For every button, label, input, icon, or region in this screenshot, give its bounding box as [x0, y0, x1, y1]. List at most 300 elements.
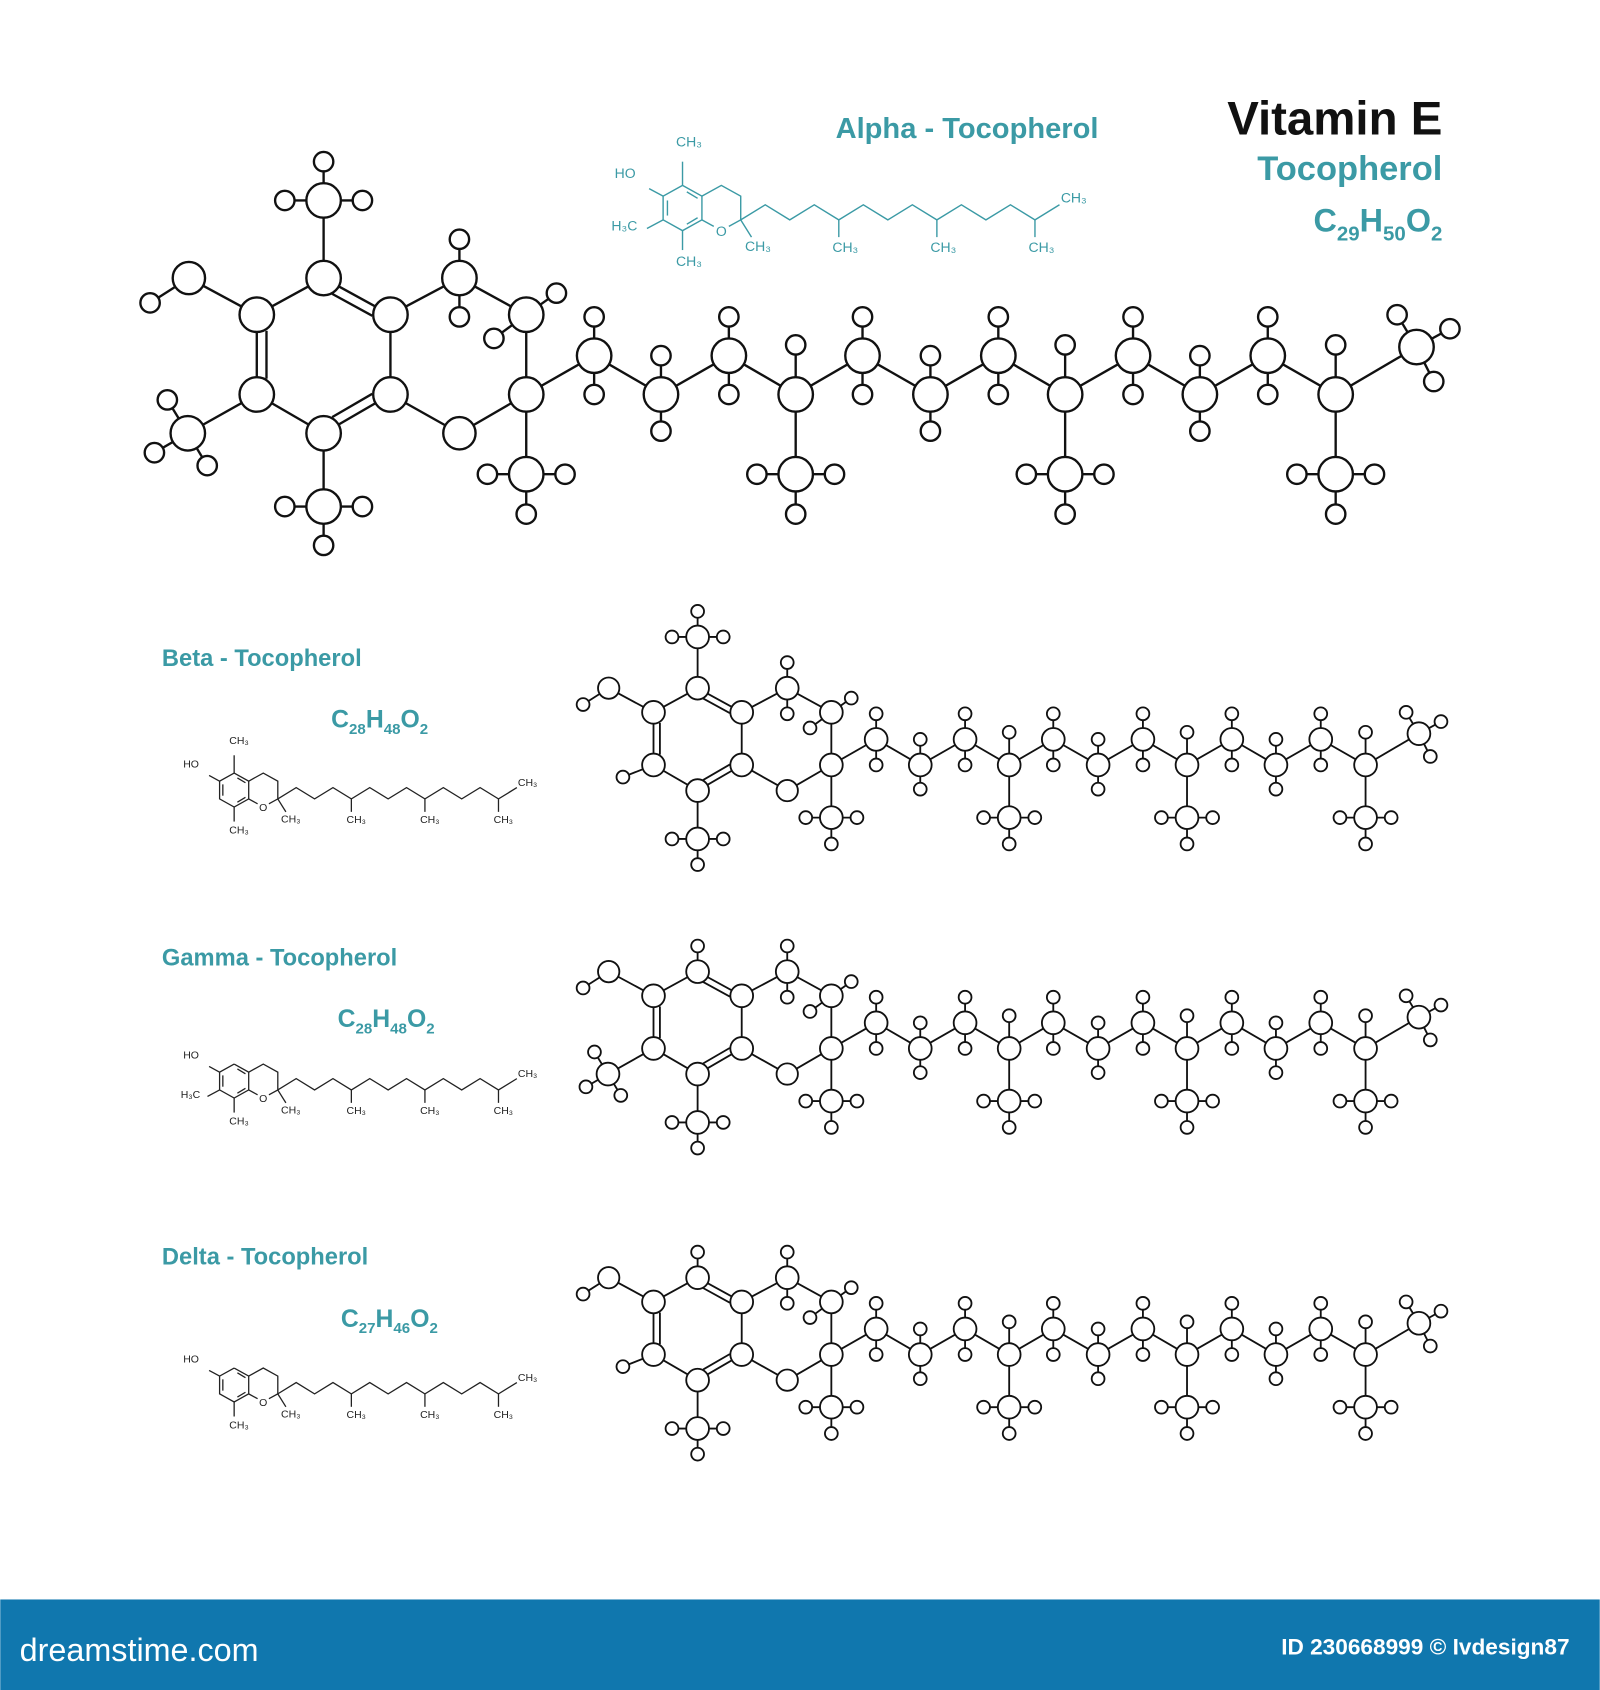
carbon-atom [642, 701, 665, 724]
hydrogen-atom [959, 1042, 972, 1055]
formula-subscript: 48 [383, 720, 401, 738]
carbon-atom [998, 1090, 1021, 1113]
subtitle: Tocopherol [1257, 149, 1443, 188]
hydrogen-atom [1181, 1121, 1194, 1134]
hydrogen-atom [691, 858, 704, 871]
atom-label: CH₃ [676, 253, 702, 270]
hydrogen-atom [1028, 811, 1041, 824]
hydrogen-atom [1181, 1009, 1194, 1022]
hydrogen-atom [314, 536, 333, 555]
hydrogen-atom [614, 1089, 627, 1102]
hydrogen-atom [1258, 307, 1277, 326]
hydrogen-atom [145, 443, 164, 462]
hydrogen-atom [1326, 335, 1345, 354]
hydrogen-atom [1137, 759, 1150, 772]
hydrogen-atom [314, 152, 333, 171]
hydrogen-atom [1225, 759, 1238, 772]
hydrogen-atom [353, 191, 372, 210]
carbon-atom [730, 984, 753, 1007]
carbon-atom [820, 1396, 843, 1419]
formula-subscript: 46 [393, 1320, 411, 1338]
oxygen-atom [777, 1369, 798, 1390]
hydrogen-atom [786, 335, 805, 354]
formula-subscript: 50 [1383, 222, 1406, 246]
oxygen-atom [777, 780, 798, 801]
carbon-atom [1220, 1011, 1243, 1034]
oxygen-atom [598, 961, 619, 982]
formula-subscript: 48 [390, 1020, 407, 1038]
hydrogen-atom [1334, 1095, 1347, 1108]
carbon-atom [730, 701, 753, 724]
formula-part: H [372, 1006, 391, 1034]
hydrogen-atom [666, 833, 679, 846]
beta-formula [331, 707, 428, 738]
hydrogen-atom [870, 991, 883, 1004]
carbon-atom [373, 297, 407, 331]
carbon-atom [1318, 457, 1352, 491]
hydrogen-atom [977, 1401, 990, 1414]
formula-subscript: 2 [426, 1020, 435, 1038]
carbon-atom [1399, 330, 1433, 364]
atom-label: CH₃ [517, 1067, 538, 1080]
formula-subscript: 27 [358, 1320, 376, 1338]
hydrogen-atom [870, 1042, 883, 1055]
hydrogen-atom [914, 1016, 927, 1029]
footer-brand[interactable]: dreamstime.com [19, 1631, 259, 1668]
formula-part: C [1313, 202, 1337, 239]
hydrogen-atom [1190, 421, 1209, 440]
atom-label: CH₃ [420, 814, 440, 827]
hydrogen-atom [666, 631, 679, 644]
hydrogen-atom [484, 329, 503, 348]
carbon-atom [1132, 1318, 1155, 1341]
hydrogen-atom [989, 307, 1008, 326]
atom-label: CH₃ [493, 1105, 514, 1118]
hydrogen-atom [1385, 1095, 1398, 1108]
hydrogen-atom [845, 975, 858, 988]
carbon-atom [1176, 1090, 1199, 1113]
hydrogen-atom [577, 698, 590, 711]
hydrogen-atom [691, 1448, 704, 1461]
carbon-atom [1265, 1037, 1288, 1060]
carbon-atom [642, 1291, 665, 1314]
hydrogen-atom [1225, 707, 1238, 720]
hydrogen-atom [851, 1095, 864, 1108]
hydrogen-atom [1387, 305, 1406, 324]
carbon-atom [913, 377, 947, 411]
hydrogen-atom [577, 982, 590, 995]
carbon-atom [865, 1318, 888, 1341]
carbon-atom [686, 779, 709, 802]
carbon-atom [820, 806, 843, 829]
atom-label: CH₃ [229, 734, 249, 747]
carbon-atom [998, 1343, 1021, 1366]
carbon-atom [776, 960, 799, 983]
carbon-atom [730, 1343, 753, 1366]
hydrogen-atom [584, 385, 603, 404]
hydrogen-atom [691, 605, 704, 618]
carbon-atom [1354, 1343, 1377, 1366]
carbon-atom [1309, 1011, 1332, 1034]
hydrogen-atom [1314, 1348, 1327, 1361]
hydrogen-atom [870, 707, 883, 720]
atom-label: H₃C [180, 1089, 201, 1102]
atom-label: CH₃ [420, 1409, 440, 1422]
hydrogen-atom [1359, 726, 1372, 739]
hydrogen-atom [851, 811, 864, 824]
hydrogen-atom [1003, 838, 1016, 851]
carbon-atom [909, 1037, 932, 1060]
hydrogen-atom [799, 1401, 812, 1414]
gamma-formula [338, 1006, 435, 1037]
hydrogen-atom [1270, 733, 1283, 746]
carbon-atom [730, 754, 753, 777]
atom-label: CH₃ [832, 239, 859, 256]
hydrogen-atom [547, 283, 566, 302]
hydrogen-atom [1047, 991, 1060, 1004]
hydrogen-atom [825, 1427, 838, 1440]
hydrogen-atom [870, 759, 883, 772]
hydrogen-atom [1365, 465, 1384, 484]
hydrogen-atom [1435, 1305, 1448, 1318]
hydrogen-atom [1334, 1401, 1347, 1414]
hydrogen-atom [959, 707, 972, 720]
carbon-atom [998, 806, 1021, 829]
hydrogen-atom [825, 465, 844, 484]
carbon-atom [820, 1343, 843, 1366]
hydrogen-atom [651, 421, 670, 440]
atom-label: HO [183, 758, 199, 771]
carbon-atom [776, 1266, 799, 1289]
hydrogen-atom [1424, 1340, 1437, 1353]
hydrogen-atom [1334, 811, 1347, 824]
hydrogen-atom [588, 1046, 601, 1059]
carbon-atom [686, 1369, 709, 1392]
carbon-atom [1048, 377, 1082, 411]
carbon-atom [373, 377, 407, 411]
hydrogen-atom [1123, 307, 1142, 326]
hydrogen-atom [275, 497, 294, 516]
carbon-atom [1183, 377, 1217, 411]
oxygen-atom [598, 1267, 619, 1288]
carbon-atom [1042, 728, 1065, 751]
carbon-atom [981, 338, 1015, 372]
carbon-atom [1408, 722, 1431, 745]
atom-label: CH₃ [346, 1105, 366, 1118]
hydrogen-atom [719, 385, 738, 404]
hydrogen-atom [1047, 1348, 1060, 1361]
carbon-atom [909, 1343, 932, 1366]
carbon-atom [1176, 1037, 1199, 1060]
carbon-atom [909, 754, 932, 777]
hydrogen-atom [1326, 504, 1345, 523]
hydrogen-atom [804, 722, 817, 735]
hydrogen-atom [691, 1142, 704, 1155]
hydrogen-atom [1047, 707, 1060, 720]
formula-subscript: 28 [349, 720, 366, 738]
hydrogen-atom [1092, 783, 1105, 796]
carbon-atom [1176, 1343, 1199, 1366]
carbon-atom [776, 677, 799, 700]
hydrogen-atom [1017, 465, 1036, 484]
carbon-atom [1354, 1396, 1377, 1419]
hydrogen-atom [1400, 706, 1413, 719]
hydrogen-atom [959, 1297, 972, 1310]
carbon-atom [712, 338, 746, 372]
delta-name: Delta - Tocopherol [161, 1244, 369, 1271]
hydrogen-atom [781, 1297, 794, 1310]
carbon-atom [778, 457, 812, 491]
carbon-atom [820, 1090, 843, 1113]
hydrogen-atom [1314, 991, 1327, 1004]
carbon-atom [686, 1111, 709, 1134]
hydrogen-atom [853, 385, 872, 404]
atom-label: H₃C [611, 217, 638, 234]
hydrogen-atom [1047, 1042, 1060, 1055]
carbon-atom [240, 297, 274, 331]
carbon-atom [1309, 1318, 1332, 1341]
hydrogen-atom [1206, 1401, 1219, 1414]
hydrogen-atom [1028, 1095, 1041, 1108]
hydrogen-atom [1206, 1095, 1219, 1108]
hydrogen-atom [1155, 1095, 1168, 1108]
gamma-name: Gamma - Tocopherol [161, 945, 398, 972]
hydrogen-atom [1003, 1427, 1016, 1440]
hydrogen-atom [1424, 1034, 1437, 1047]
carbon-atom [1354, 1037, 1377, 1060]
hydrogen-atom [1287, 465, 1306, 484]
hydrogen-atom [158, 390, 177, 409]
hydrogen-atom [845, 692, 858, 705]
carbon-atom [778, 377, 812, 411]
hydrogen-atom [781, 707, 794, 720]
atom-label: CH₃ [745, 238, 771, 255]
formula-part: O [1405, 202, 1431, 239]
hydrogen-atom [799, 1095, 812, 1108]
formula-subscript: 2 [419, 720, 429, 738]
hydrogen-atom [1137, 707, 1150, 720]
hydrogen-atom [959, 991, 972, 1004]
hydrogen-atom [1092, 733, 1105, 746]
hydrogen-atom [1225, 1348, 1238, 1361]
atom-label: CH₃ [346, 814, 366, 827]
carbon-atom [686, 1417, 709, 1440]
atom-label: CH₃ [517, 1371, 538, 1384]
carbon-atom [306, 489, 340, 523]
carbon-atom [306, 261, 340, 295]
hydrogen-atom [1055, 335, 1074, 354]
hydrogen-atom [825, 838, 838, 851]
carbon-atom [1132, 728, 1155, 751]
atom-label: HO [183, 1353, 199, 1366]
carbon-atom [1220, 728, 1243, 751]
hydrogen-atom [198, 456, 217, 475]
hydrogen-atom [1155, 1401, 1168, 1414]
hydrogen-atom [1137, 1042, 1150, 1055]
formula-part: O [406, 1006, 427, 1034]
carbon-atom [1318, 377, 1352, 411]
formula-part: H [1359, 202, 1384, 239]
hydrogen-atom [1137, 1348, 1150, 1361]
atom-label: CH₃ [281, 813, 301, 826]
atom-label: CH₃ [229, 1115, 249, 1128]
hydrogen-atom [617, 771, 630, 784]
carbon-atom [1176, 806, 1199, 829]
formula-part: C [331, 706, 350, 734]
hydrogen-atom [1385, 811, 1398, 824]
formula-part: H [365, 706, 384, 734]
hydrogen-atom [1225, 1297, 1238, 1310]
hydrogen-atom [666, 1116, 679, 1129]
hydrogen-atom [781, 1246, 794, 1259]
hydrogen-atom [1359, 1427, 1372, 1440]
hydrogen-atom [914, 733, 927, 746]
hydrogen-atom [914, 1066, 927, 1079]
carbon-atom [1251, 338, 1285, 372]
hydrogen-atom [781, 940, 794, 953]
hydrogen-atom [717, 1116, 730, 1129]
carbon-atom [686, 677, 709, 700]
carbon-atom [1176, 1396, 1199, 1419]
hydrogen-atom [717, 833, 730, 846]
carbon-atom [1220, 1318, 1243, 1341]
hydrogen-atom [747, 465, 766, 484]
hydrogen-atom [580, 1080, 593, 1093]
carbon-atom [865, 728, 888, 751]
atom-label: CH₃ [281, 1408, 301, 1421]
carbon-atom [820, 754, 843, 777]
carbon-atom [820, 984, 843, 1007]
carbon-atom [1116, 338, 1150, 372]
atom-label: CH₃ [420, 1105, 440, 1118]
carbon-atom [1265, 1343, 1288, 1366]
atom-label: O [259, 802, 268, 815]
hydrogen-atom [1314, 759, 1327, 772]
hydrogen-atom [1003, 1315, 1016, 1328]
hydrogen-atom [1400, 989, 1413, 1002]
hydrogen-atom [353, 497, 372, 516]
carbon-atom [642, 1343, 665, 1366]
carbon-atom [1265, 754, 1288, 777]
hydrogen-atom [1359, 838, 1372, 851]
hydrogen-atom [1181, 726, 1194, 739]
carbon-atom [1176, 754, 1199, 777]
hydrogen-atom [577, 1288, 590, 1301]
carbon-atom [1309, 728, 1332, 751]
hydrogen-atom [1258, 385, 1277, 404]
oxygen-atom [777, 1063, 798, 1084]
hydrogen-atom [1181, 838, 1194, 851]
atom-label: CH₃ [229, 1419, 249, 1432]
hydrogen-atom [1359, 1121, 1372, 1134]
atom-label: CH₃ [493, 814, 514, 827]
carbon-atom [509, 377, 543, 411]
hydrogen-atom [717, 631, 730, 644]
hydrogen-atom [584, 307, 603, 326]
carbon-atom [954, 1318, 977, 1341]
atom-label: HO [183, 1049, 199, 1062]
carbon-atom [954, 728, 977, 751]
hydrogen-atom [1270, 1066, 1283, 1079]
hydrogen-atom [786, 504, 805, 523]
hydrogen-atom [1435, 715, 1448, 728]
carbon-atom [686, 828, 709, 851]
hydrogen-atom [1092, 1016, 1105, 1029]
hydrogen-atom [691, 1246, 704, 1259]
hydrogen-atom [853, 307, 872, 326]
hydrogen-atom [1092, 1066, 1105, 1079]
hydrogen-atom [450, 230, 469, 249]
atom-label: O [715, 223, 727, 240]
hydrogen-atom [781, 656, 794, 669]
hydrogen-atom [275, 191, 294, 210]
hydrogen-atom [977, 811, 990, 824]
carbon-atom [1042, 1011, 1065, 1034]
hydrogen-atom [921, 346, 940, 365]
carbon-atom [1087, 754, 1110, 777]
hydrogen-atom [1094, 465, 1113, 484]
atom-label: CH₃ [346, 1409, 366, 1422]
carbon-atom [1048, 457, 1082, 491]
hydrogen-atom [1385, 1401, 1398, 1414]
carbon-atom [642, 984, 665, 1007]
carbon-atom [509, 457, 543, 491]
hydrogen-atom [1270, 1323, 1283, 1336]
carbon-atom [820, 1291, 843, 1314]
delta-formula [341, 1306, 438, 1337]
hydrogen-atom [781, 991, 794, 1004]
hydrogen-atom [959, 759, 972, 772]
hydrogen-atom [1181, 1427, 1194, 1440]
hydrogen-atom [1003, 726, 1016, 739]
carbon-atom [306, 183, 340, 217]
hydrogen-atom [1424, 372, 1443, 391]
hydrogen-atom [1435, 999, 1448, 1012]
atom-label: CH₃ [281, 1104, 301, 1117]
carbon-atom [1408, 1312, 1431, 1335]
carbon-atom [730, 1037, 753, 1060]
carbon-atom [1087, 1343, 1110, 1366]
carbon-atom [998, 754, 1021, 777]
hydrogen-atom [1055, 504, 1074, 523]
hydrogen-atom [1225, 991, 1238, 1004]
formula-part: C [340, 1305, 359, 1333]
formula-part: H [375, 1305, 394, 1333]
atom-label: HO [614, 164, 636, 181]
carbon-atom [820, 701, 843, 724]
carbon-atom [597, 1063, 620, 1086]
hydrogen-atom [1003, 1121, 1016, 1134]
carbon-atom [730, 1291, 753, 1314]
oxygen-atom [173, 262, 205, 294]
hydrogen-atom [617, 1360, 630, 1373]
title: Vitamin E [1227, 92, 1443, 146]
footer-credit: ID 230668999 © Ivdesign87 [1281, 1634, 1570, 1660]
atom-label: O [259, 1396, 268, 1409]
formula-part: O [400, 706, 420, 734]
hydrogen-atom [1092, 1372, 1105, 1385]
carbon-atom [171, 416, 205, 450]
hydrogen-atom [450, 307, 469, 326]
carbon-atom [686, 1266, 709, 1289]
hydrogen-atom [914, 1323, 927, 1336]
carbon-atom [642, 1037, 665, 1060]
carbon-atom [577, 338, 611, 372]
hydrogen-atom [914, 1372, 927, 1385]
hydrogen-atom [825, 1121, 838, 1134]
carbon-atom [1042, 1318, 1065, 1341]
alpha-name: Alpha - Tocopherol [835, 112, 1099, 145]
